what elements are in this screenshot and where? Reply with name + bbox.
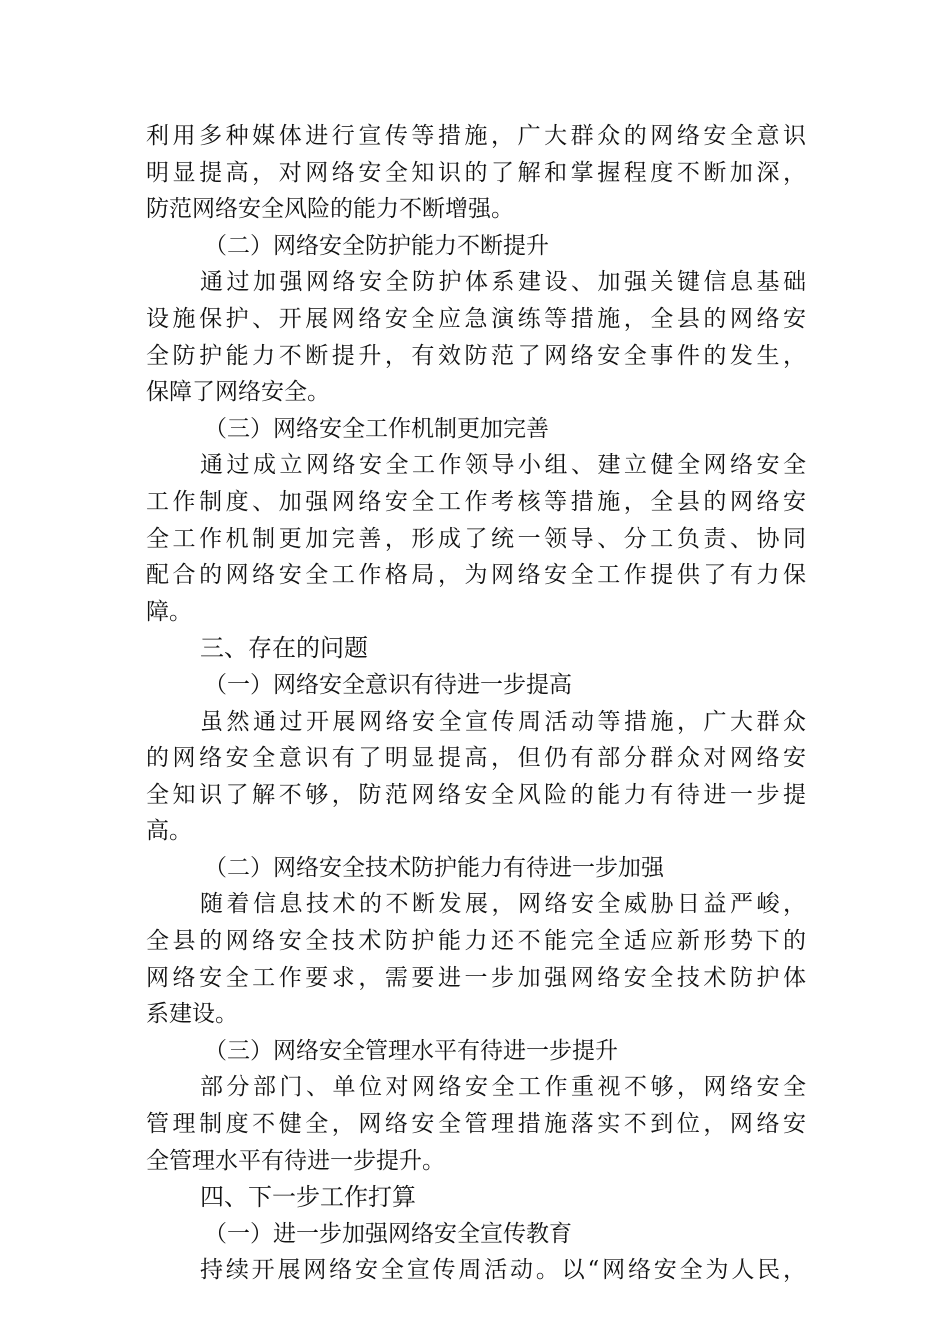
body-line: 系建设。 [146, 1001, 238, 1028]
paragraph-first-line: 通过加强网络安全防护体系建设、加强关键信息基础 [200, 269, 806, 296]
body-line: 保障了网络安全。 [146, 379, 330, 406]
subsection-heading: （一）进一步加强网络安全宣传教育 [204, 1220, 572, 1247]
body-line: 网络安全工作要求，需要进一步加强网络安全技术防护体 [146, 964, 806, 991]
paragraph-first-line: 持续开展网络安全宣传周活动。以“网络安全为人民， [200, 1257, 806, 1284]
body-line: 明显提高，对网络安全知识的了解和掌握程度不断加深， [146, 159, 806, 186]
subsection-heading: （三）网络安全工作机制更加完善 [204, 415, 549, 442]
section-heading: 三、存在的问题 [200, 634, 368, 663]
body-line: 障。 [146, 598, 192, 625]
paragraph-first-line: 虽然通过开展网络安全宣传周活动等措施，广大群众 [200, 708, 806, 735]
body-line: 全工作机制更加完善，形成了统一领导、分工负责、协同 [146, 525, 806, 552]
body-line: 利用多种媒体进行宣传等措施，广大群众的网络安全意识 [146, 123, 806, 149]
body-line: 设施保护、开展网络安全应急演练等措施，全县的网络安 [146, 305, 806, 332]
body-line: 防范网络安全风险的能力不断增强。 [146, 196, 514, 223]
body-line: 工作制度、加强网络安全工作考核等措施，全县的网络安 [146, 488, 806, 515]
body-line: 全防护能力不断提升，有效防范了网络安全事件的发生， [146, 342, 806, 369]
section-heading: 四、下一步工作打算 [200, 1183, 416, 1212]
body-line: 高。 [146, 818, 192, 845]
subsection-heading: （三）网络安全管理水平有待进一步提升 [204, 1037, 618, 1064]
body-line: 配合的网络安全工作格局，为网络安全工作提供了有力保 [146, 562, 806, 589]
body-line: 全管理水平有待进一步提升。 [146, 1147, 445, 1174]
body-line: 的网络安全意识有了明显提高，但仍有部分群众对网络安 [146, 745, 806, 772]
body-line: 全县的网络安全技术防护能力还不能完全适应新形势下的 [146, 928, 806, 955]
paragraph-first-line: 通过成立网络安全工作领导小组、建立健全网络安全 [200, 452, 806, 479]
paragraph-first-line: 部分部门、单位对网络安全工作重视不够，网络安全 [200, 1074, 806, 1101]
body-line: 全知识了解不够，防范网络安全风险的能力有待进一步提 [146, 781, 806, 808]
paragraph-first-line: 随着信息技术的不断发展，网络安全威胁日益严峻， [200, 891, 806, 918]
subsection-heading: （二）网络安全防护能力不断提升 [204, 232, 549, 259]
subsection-heading: （二）网络安全技术防护能力有待进一步加强 [204, 854, 664, 881]
subsection-heading: （一）网络安全意识有待进一步提高 [204, 671, 572, 698]
body-line: 管理制度不健全，网络安全管理措施落实不到位，网络安 [146, 1111, 806, 1138]
document-page [146, 118, 806, 1289]
